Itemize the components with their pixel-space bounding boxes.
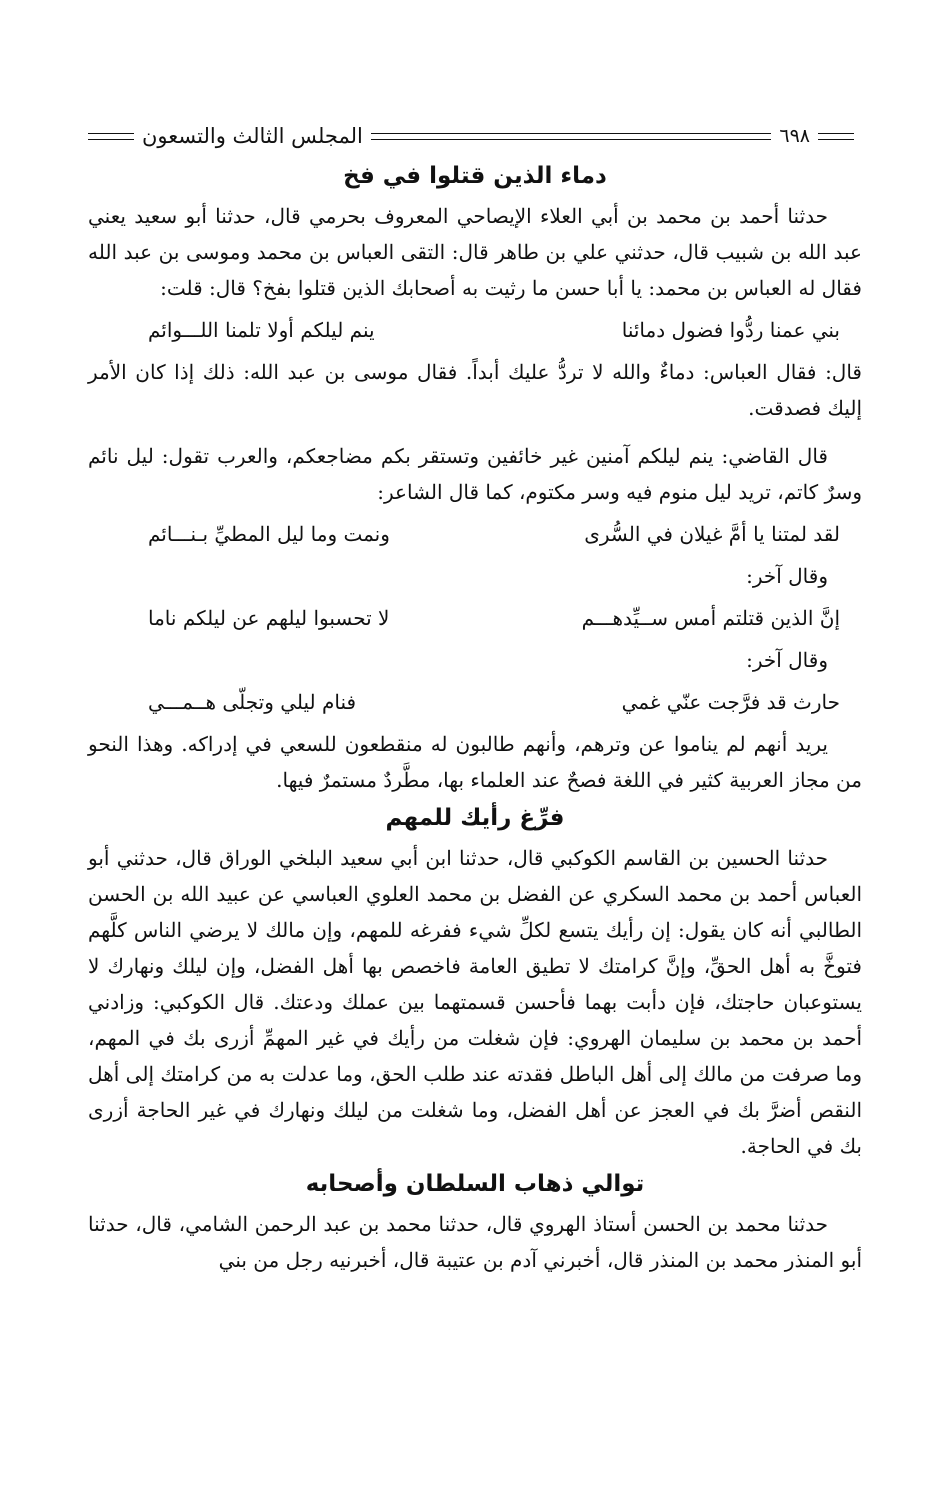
verse-line	[88, 510, 862, 558]
paragraph: حدثنا محمد بن الحسن أستاذ الهروي قال، حدثنا محمد بن عبد الرحمن الشامي، قال، حدثنا أبو المنذر محمد بن المنذر قال، أخبرني آدم بن عتيبة قال، أخبرنيه رجل من بني	[88, 1212, 862, 1272]
verse-first-hemistich: بني عمنا ردُّوا فضول دمائنا	[621, 318, 840, 342]
header-rule-left	[818, 133, 854, 140]
paragraph: حدثنا الحسين بن القاسم الكوكبي قال، حدثنا ابن أبي سعيد البلخي الوراق قال، حدثني أبو العباس أحمد بن محمد السكري عن الفضل بن محمد العلوي العباسي عن عبيد الله بن الحسن الطالبي أنه كان يقول: إن رأيك يتسع لكلِّ شيء ففرغه للمهم، وإن مالك لا يرضي الناس كلَّهم فتوخَّ به أهل الحقِّ، وإنَّ كرامتك لا تطيق العامة فاخصص بها أهل الفضل، وإن ليلك ونهارك لا يستوعبان حاجتك، فإن دأبت بهما فأحسن قسمتهما بين عملك ودعتك. قال الكوكبي: وزادني أحمد بن محمد بن سليمان الهروي: فإن شغلت من رأيك في غير المهمِّ أزرى بك في المهم، وما صرفت من مالك إلى أهل الباطل فقدته عند طلب الحق، وما عدلت به من كرامتك إلى أهل النقص أضرَّ بك في العجز عن أهل الفضل، وما شغلت من ليلك ونهارك في غير الحاجة أزرى بك في الحاجة.	[88, 846, 862, 1158]
verse-second-hemistich: فنام ليلي وتجلّى هــمـــي	[148, 690, 357, 714]
verse-second-hemistich: ينم ليلكم أولا تلمنا اللـــوائم	[148, 318, 375, 342]
header-rule-right	[88, 133, 134, 140]
verse-first-hemistich: إنَّ الذين قتلتم أمس ســيِّدهـــم	[581, 606, 840, 630]
book-page	[88, 118, 862, 1278]
verse-first-hemistich: لقد لمتنا يا أمَّ غيلان في السُّرى	[584, 522, 840, 546]
paragraph: قال القاضي: ينم ليلكم آمنين غير خائفين وتستقر بكم مضاجعكم، والعرب تقول: ليل نائم وسرٌ كاتم، تريد ليل منوم فيه وسر مكتوم، كما قال الشاعر:	[88, 444, 862, 504]
paragraph: حدثنا أحمد بن محمد بن أبي العلاء الإيصاحي المعروف بحرمي قال، حدثنا أبو سعيد يعني عبد الله بن شبيب قال، حدثني علي بن طاهر قال: التقى العباس بن محمد وموسى بن عبد الله فقال له العباس بن محمد: يا أبا حسن ما رثيت به أصحابك الذين قتلوا بفخ؟ قال: قلت:	[88, 204, 862, 300]
verse-second-hemistich: لا تحسبوا ليلهم عن ليلكم ناما	[148, 606, 390, 630]
verse-line	[88, 678, 862, 726]
section-heading: دماء الذين قتلوا في فخ	[343, 163, 607, 189]
poet-intro: وقال آخر:	[746, 648, 828, 672]
poet-intro: وقال آخر:	[746, 564, 828, 588]
paragraph: قال: فقال العباس: دماءٌ والله لا تردُّ عليك أبداً. فقال موسى بن عبد الله: ذلك إذا كان الأمر إليك فصدقت.	[88, 360, 862, 420]
section-heading: فرِّغ رأيك للمهم	[385, 805, 565, 831]
header-rule-middle	[371, 133, 772, 140]
section-heading: توالي ذهاب السلطان وأصحابه	[305, 1171, 645, 1197]
verse-line	[88, 306, 862, 354]
chapter-title: المجلس الثالث والتسعون	[142, 124, 363, 148]
paragraph: يريد أنهم لم يناموا عن وترهم، وأنهم طالبون له منقطعون للسعي في إدراكه. وهذا النحو من مجاز العربية كثير في اللغة فصحٌ عند العلماء بها، مطَّردٌ مستمرٌ فيها.	[88, 732, 862, 792]
page-number: ٦٩٨	[779, 125, 810, 147]
verse-second-hemistich: ونمت وما ليل المطيِّ بـنـــائم	[148, 522, 390, 546]
running-header	[88, 118, 862, 154]
verse-first-hemistich: حارث قد فرَّجت عنّي غمي	[621, 690, 840, 714]
verse-line	[88, 594, 862, 642]
